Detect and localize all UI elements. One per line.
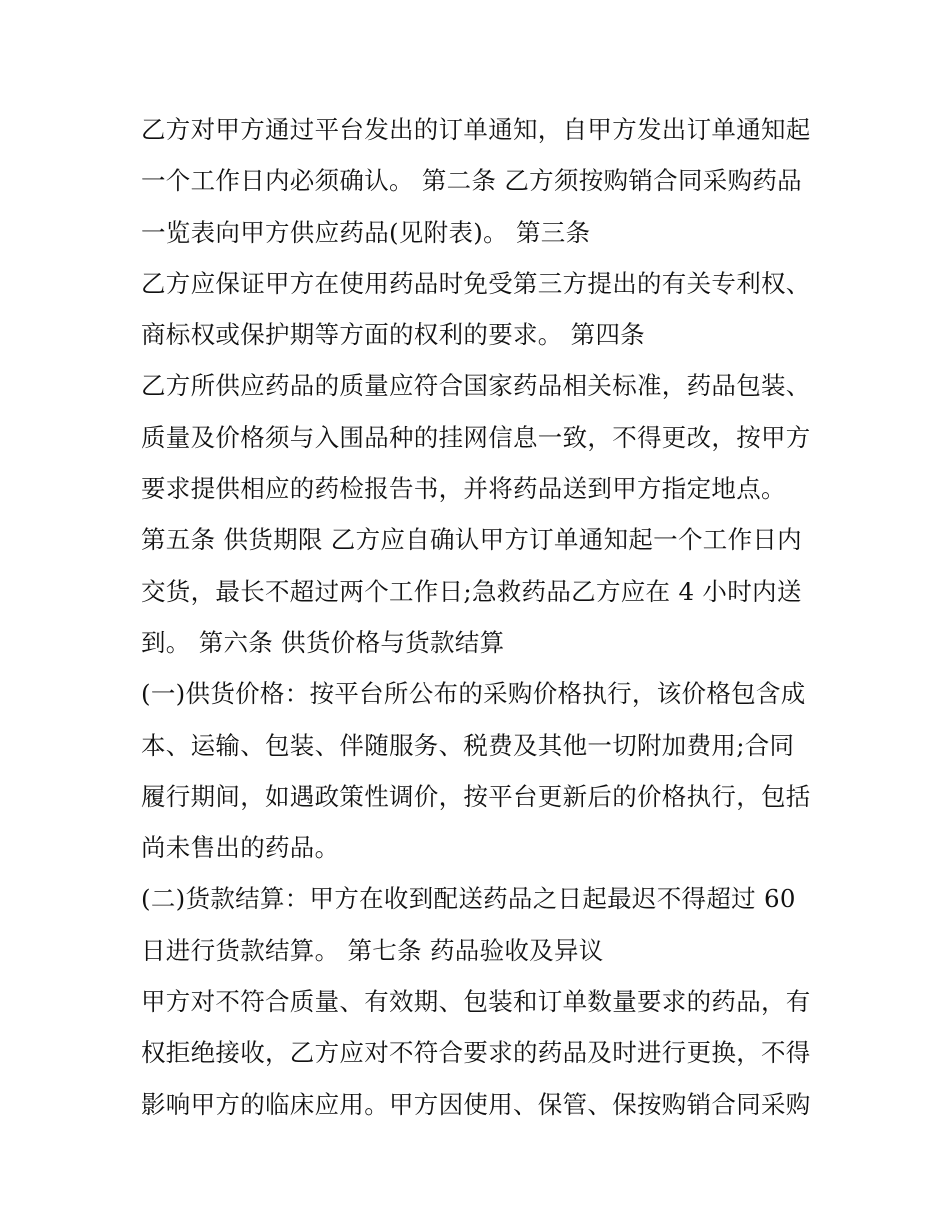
text-line: 要求提供相应的药检报告书，并将药品送到甲方指定地点。 [141,474,786,504]
text-line: 尚未售出的药品。 [141,833,340,863]
text-line: (一)供货价格：按平台所公布的采购价格执行，该价格包含成 [141,679,806,709]
text-line: 履行期间，如遇政策性调价，按平台更新后的价格执行，包括 [141,781,811,811]
text-line: 乙方对甲方通过平台发出的订单通知，自甲方发出订单通知起 [141,115,811,144]
document-body [141,104,831,1130]
text-line: 甲方对不符合质量、有效期、包装和订单数量要求的药品，有 [141,987,811,1017]
text-line: 到。 第六条 供货价格与货款结算 [141,627,505,657]
text-line: 商标权或保护期等方面的权利的要求。 第四条 [141,320,646,350]
text-line: 质量及价格须与入围品种的挂网信息一致，不得更改，按甲方 [141,422,811,452]
text-line: 交货，最长不超过两个工作日;急救药品乙方应在 4 小时内送 [141,576,802,606]
text-line: (二)货款结算：甲方在收到配送药品之日起最迟不得超过 60 [141,884,796,914]
text-line: 第五条 供货期限 乙方应自确认甲方订单通知起一个工作日内 [141,525,802,555]
text-line: 一个工作日内必须确认。 第二条 乙方须按购销合同采购药品 [141,166,802,196]
text-line: 影响甲方的临床应用。甲方因使用、保管、保按购销合同采购 [141,1089,811,1119]
text-line: 乙方应保证甲方在使用药品时免受第三方提出的有关专利权、 [141,268,811,298]
text-line: 乙方所供应药品的质量应符合国家药品相关标准，药品包装、 [141,371,811,401]
text-line: 权拒绝接收，乙方应对不符合要求的药品及时进行更换，不得 [141,1038,811,1068]
text-line: 一览表向甲方供应药品(见附表)。 第三条 [141,217,591,247]
text-line: 日进行货款结算。 第七条 药品验收及异议 [141,935,604,965]
text-line: 本、运输、包装、伴随服务、税费及其他一切附加费用;合同 [141,730,795,760]
